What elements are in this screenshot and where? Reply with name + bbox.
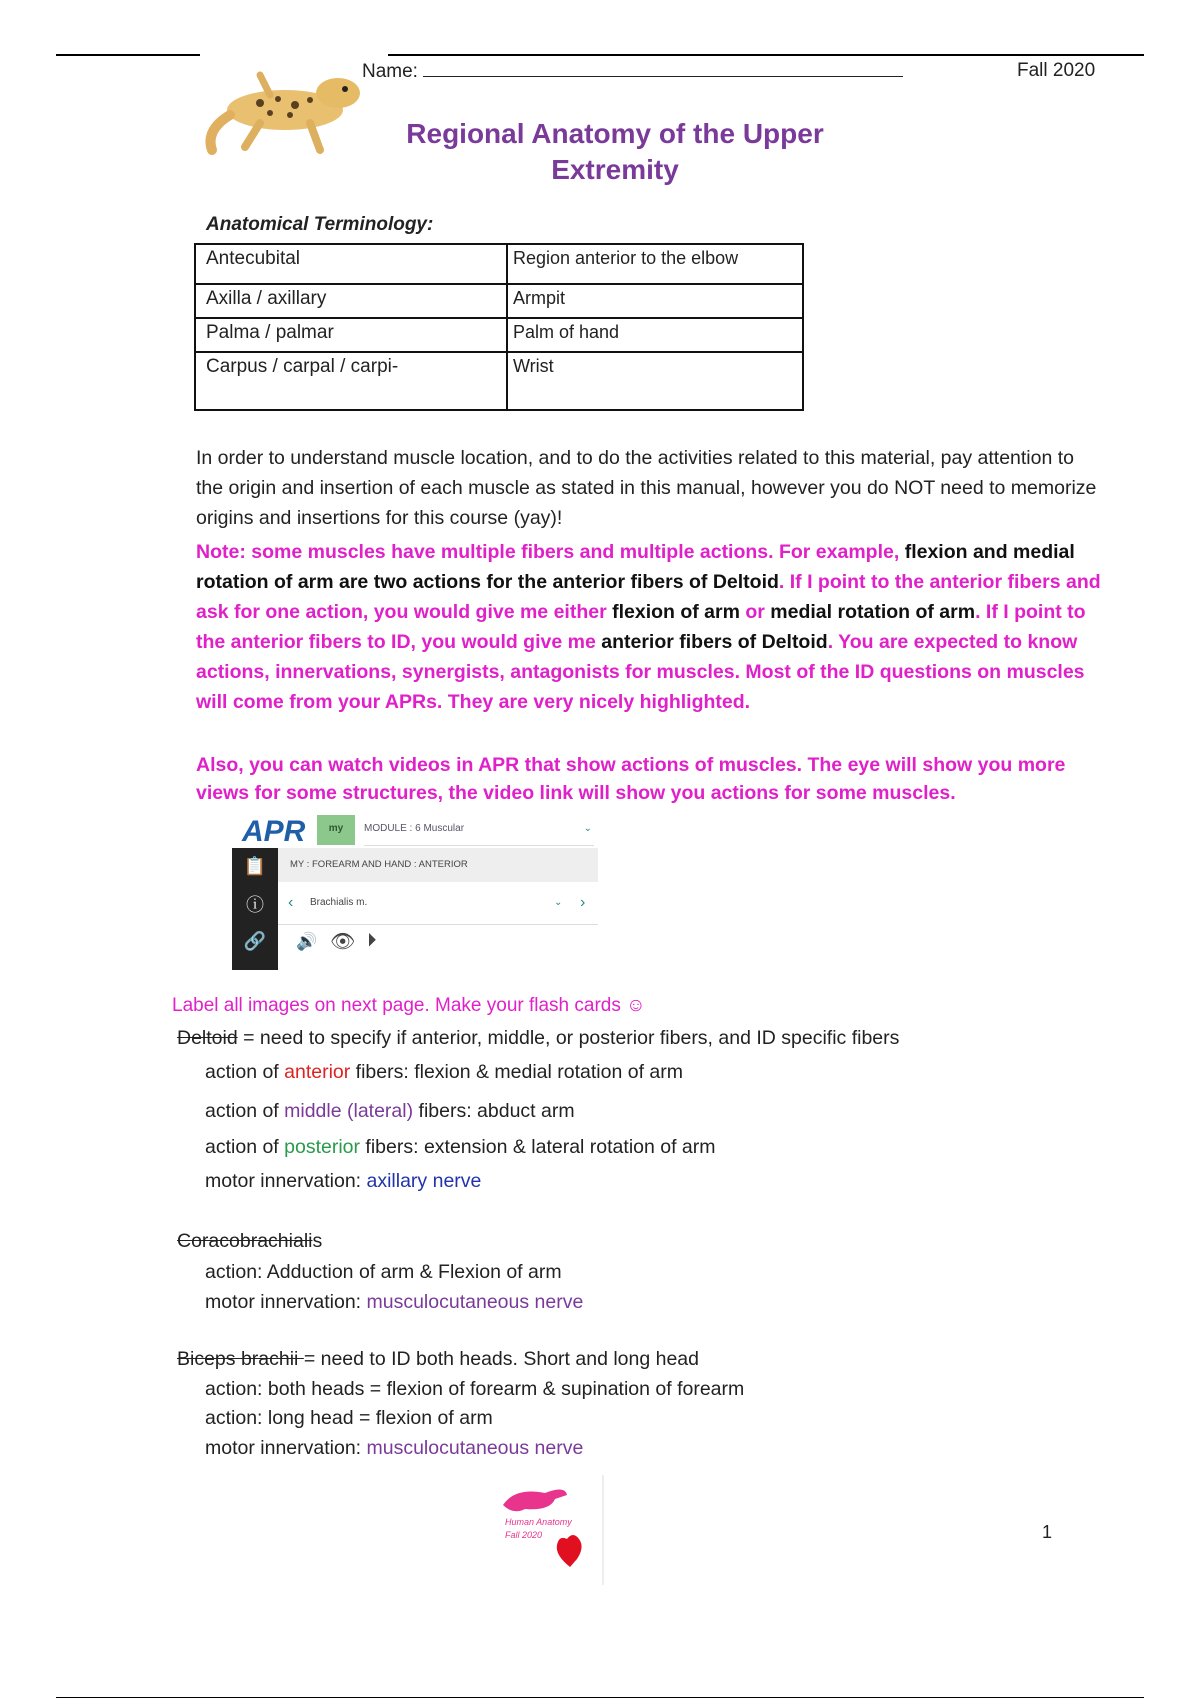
- note-bold: flexion and medial rotation of arm are two actions for the anterior fibers of Deltoid: [196, 541, 1075, 593]
- text: s: [312, 1230, 323, 1252]
- terminology-table: [194, 243, 804, 411]
- audio-icon[interactable]: 🔊: [296, 932, 318, 951]
- note-text: or: [739, 601, 771, 623]
- my-badge[interactable]: my: [317, 815, 355, 845]
- anterior-word: anterior: [284, 1061, 351, 1083]
- table-row: [195, 352, 803, 410]
- name-field[interactable]: [362, 60, 903, 83]
- chevron-down-icon: ⌄: [554, 897, 563, 908]
- bottom-rule: [56, 1697, 1144, 1698]
- definition-cell: Palm of hand: [507, 318, 803, 352]
- also-paragraph: Also, you can watch videos in APR that show actions of muscles. The eye will show you more views for some structures, the video link will show you actions for some muscles.: [196, 754, 1066, 804]
- chevron-down-icon: ⌄: [583, 823, 592, 834]
- term-cell: Carpus / carpal / carpi-: [195, 352, 507, 410]
- top-rule-left: [56, 54, 200, 56]
- middle-word: middle (lateral): [284, 1100, 414, 1122]
- nerve-name: musculocutaneous nerve: [366, 1291, 584, 1313]
- label-instruction: Label all images on next page. Make your flash cards ☺: [172, 995, 646, 1016]
- table-row: [195, 284, 803, 318]
- term-cell: Palma / palmar: [195, 318, 507, 352]
- text: fibers: abduct arm: [413, 1100, 575, 1122]
- module-label: MODULE : 6 Muscular: [364, 823, 465, 834]
- text: fibers: flexion & medial rotation of arm: [350, 1061, 683, 1083]
- text: = need to ID both heads. Short and long head: [303, 1348, 699, 1370]
- title-line1: Regional Anatomy of the Upper: [406, 118, 824, 149]
- module-select[interactable]: [364, 815, 594, 846]
- name-label: Name:: [362, 61, 418, 82]
- eye-icon[interactable]: 👁: [330, 931, 356, 953]
- deltoid-name: Deltoid: [177, 1027, 238, 1049]
- course-logo: [495, 1475, 605, 1585]
- coracobrachialis-heading: [177, 1230, 322, 1253]
- note-text: . You are expected to know actions, innervations, synergists, antagonists for muscles. Most of the ID questions on muscles will come from your APRs. They are very nicely highlighted.: [196, 631, 1085, 713]
- term-label: Fall 2020: [1017, 60, 1096, 81]
- nerve-name: axillary nerve: [366, 1170, 482, 1192]
- chevron-right-icon[interactable]: ›: [580, 894, 586, 911]
- page-number: 1: [1042, 1522, 1053, 1542]
- table-row: [195, 244, 803, 284]
- note-paragraph: [196, 537, 1101, 717]
- apr-sidebar: [232, 848, 278, 970]
- terminology-heading: Anatomical Terminology:: [206, 214, 434, 235]
- biceps-heading: [177, 1348, 699, 1371]
- text: motor innervation:: [205, 1170, 367, 1192]
- logo-line2: Fall 2020: [505, 1530, 543, 1540]
- deltoid-action-posterior: [205, 1136, 716, 1159]
- posterior-word: posterior: [284, 1136, 361, 1158]
- coracobrachialis-innervation: [205, 1291, 583, 1314]
- definition-cell: Armpit: [507, 284, 803, 318]
- structure-label: Brachialis m.: [310, 897, 368, 908]
- gecko-image: [200, 55, 370, 160]
- structure-select[interactable]: [278, 882, 598, 925]
- text: action of: [205, 1136, 285, 1158]
- link-icon[interactable]: 🔗: [243, 931, 267, 951]
- note-bold: flexion of arm: [612, 601, 740, 623]
- text: motor innervation:: [205, 1291, 367, 1313]
- name-blank[interactable]: [423, 60, 903, 77]
- text: action of: [205, 1061, 285, 1083]
- text: fibers: extension & lateral rotation of arm: [360, 1136, 716, 1158]
- definition-cell: Region anterior to the elbow: [507, 244, 803, 284]
- biceps-action-both: action: both heads = flexion of forearm & supination of forearm: [205, 1378, 745, 1400]
- clipboard-icon[interactable]: 📋: [243, 856, 267, 876]
- note-bold: medial rotation of arm: [770, 601, 976, 623]
- term-cell: Antecubital: [195, 244, 507, 284]
- top-rule-right: [388, 54, 1144, 56]
- text: action of: [205, 1100, 285, 1122]
- play-icon[interactable]: ⏵: [367, 930, 377, 951]
- note-bold: anterior fibers of Deltoid: [601, 631, 828, 653]
- deltoid-desc: = need to specify if anterior, middle, or posterior fibers, and ID specific fibers: [237, 1027, 900, 1049]
- biceps-action-long: action: long head = flexion of arm: [205, 1407, 493, 1429]
- biceps-name: Biceps brachii: [177, 1348, 304, 1370]
- nerve-name: musculocutaneous nerve: [366, 1437, 584, 1459]
- title-line2: Extremity: [551, 154, 679, 185]
- note-text: . If I point to the anterior fibers to ID, you would give me: [196, 601, 1086, 653]
- view-breadcrumb: MY : FOREARM AND HAND : ANTERIOR: [278, 848, 598, 882]
- chevron-left-icon[interactable]: ‹: [288, 894, 294, 911]
- definition-cell: Wrist: [507, 352, 803, 410]
- logo-line1: Human Anatomy: [505, 1517, 572, 1527]
- apr-widget: [232, 815, 598, 970]
- text: motor innervation:: [205, 1437, 367, 1459]
- biceps-innervation: [205, 1437, 583, 1460]
- deltoid-action-anterior: [205, 1061, 683, 1084]
- info-icon[interactable]: ⓘ: [246, 895, 264, 915]
- coracobrachialis-name: Coracobrachiali: [177, 1230, 313, 1252]
- deltoid-heading: [177, 1027, 899, 1050]
- note-text: . If I point to the anterior fibers and ask for one action, you would give me either: [196, 571, 1101, 623]
- coracobrachialis-action: action: Adduction of arm & Flexion of arm: [205, 1261, 562, 1283]
- note-text: Note: some muscles have multiple fibers and multiple actions. For example,: [196, 541, 905, 563]
- term-cell: Axilla / axillary: [195, 284, 507, 318]
- deltoid-innervation: [205, 1170, 481, 1193]
- table-row: [195, 318, 803, 352]
- apr-logo: APR: [242, 815, 306, 848]
- deltoid-action-middle: [205, 1100, 575, 1123]
- intro-paragraph: In order to understand muscle location, and to do the activities related to this material, pay attention to the origin and insertion of each muscle as stated in this manual, however you do NOT need to memorize origins and insertions for this course (yay)!: [196, 447, 1097, 529]
- page-title: [380, 116, 850, 188]
